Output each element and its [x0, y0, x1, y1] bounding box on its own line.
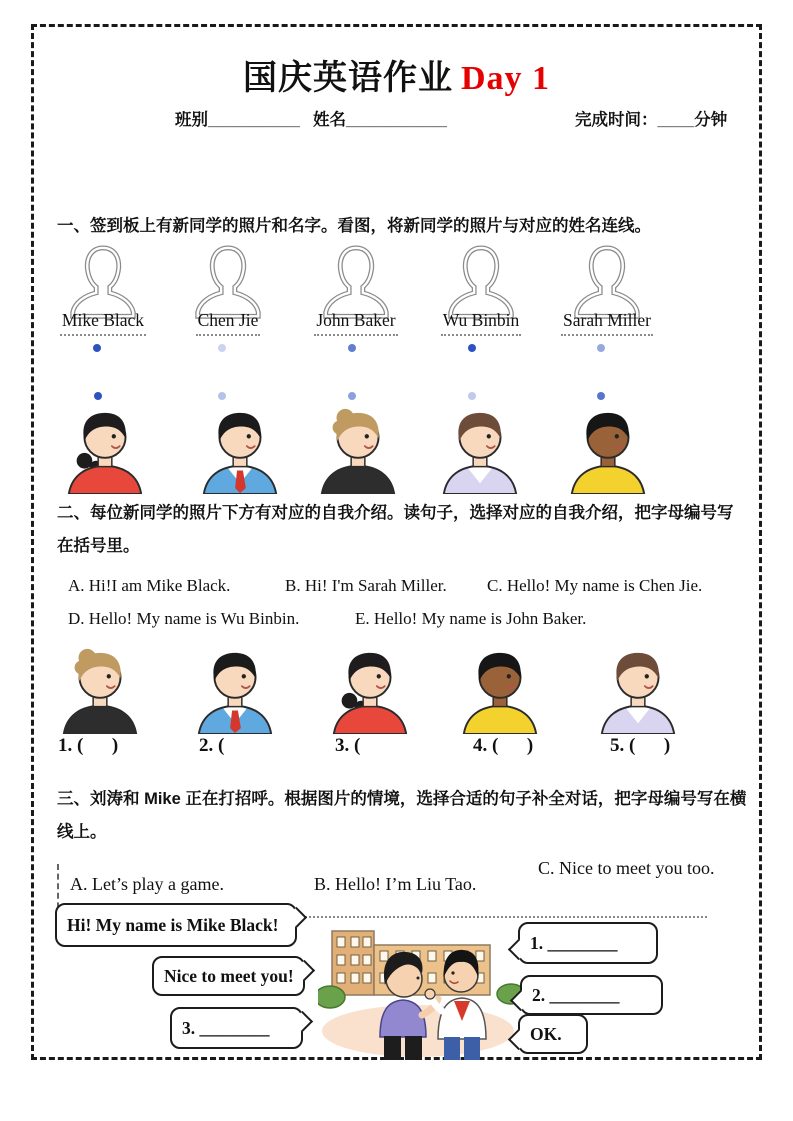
student-avatar-icon: [592, 646, 684, 734]
student-avatar-icon: [434, 406, 526, 494]
title-chinese: 国庆英语作业: [242, 59, 453, 97]
student-portrait: [59, 406, 151, 494]
section2-heading: 二、每位新同学的照片下方有对应的自我介绍。读句子，选择对应的自我介绍，把字母编号写在括号里。: [57, 504, 734, 555]
student-portrait: [592, 646, 684, 734]
speech-bubble-liutao-3: OK.: [518, 1014, 588, 1054]
student-avatar-icon: [54, 646, 146, 734]
student-name-label: Chen Jie: [163, 310, 293, 336]
answer-blank-2: 2. (: [199, 735, 225, 756]
section1-heading: 一、签到板上有新同学的照片和名字。看图，将新同学的照片与对应的姓名连线。: [57, 217, 651, 235]
page-title: [0, 50, 793, 99]
connect-dot: [468, 392, 476, 400]
connect-dot: [93, 344, 101, 352]
connect-dot: [218, 392, 226, 400]
student-portrait: [562, 406, 654, 494]
student-avatar-icon: [324, 646, 416, 734]
name-blank-field: 姓名___________: [313, 111, 447, 129]
answer-blank-5: 5. ( ): [610, 735, 671, 756]
connect-dot: [94, 392, 102, 400]
answer-blank-4: 4. ( ): [473, 735, 534, 756]
student-avatar-icon: [312, 406, 404, 494]
connect-dot: [468, 344, 476, 352]
student-avatar-icon: [454, 646, 546, 734]
student-portrait: [54, 646, 146, 734]
connect-dot: [597, 392, 605, 400]
option-a: A. Hi!I am Mike Black.: [68, 576, 231, 595]
class-blank-field: 班别__________: [175, 111, 300, 129]
answer-blank-1: 1. ( ): [58, 735, 119, 756]
student-name-label: Mike Black: [38, 310, 168, 336]
connect-dot: [218, 344, 226, 352]
student-name-label: Wu Binbin: [416, 310, 546, 336]
dialog-option-b: B. Hello! I’m Liu Tao.: [314, 874, 477, 894]
speech-bubble-mike-3: 3. ________: [170, 1007, 303, 1049]
speech-bubble-liutao-2: 2. ________: [520, 975, 663, 1015]
option-d: D. Hello! My name is Wu Binbin.: [68, 609, 300, 628]
dialog-option-c: C. Nice to meet you too.: [538, 858, 715, 878]
scene-svg: [318, 893, 523, 1060]
student-portrait: [312, 406, 404, 494]
option-e: E. Hello! My name is John Baker.: [355, 609, 587, 628]
student-avatar-icon: [194, 406, 286, 494]
section3-heading: 三、刘涛和 Mike 正在打招呼。根据图片的情境，选择合适的句子补全对话，把字母编号写在横线上。: [57, 790, 747, 841]
option-c: C. Hello! My name is Chen Jie.: [487, 576, 703, 595]
student-portrait: [189, 646, 281, 734]
speech-bubble-liutao-1: 1. ________: [518, 922, 658, 964]
option-b: B. Hi! I'm Sarah Miller.: [285, 576, 447, 595]
title-day: Day 1: [460, 60, 551, 97]
student-portrait: [454, 646, 546, 734]
answer-blank-3: 3. (: [335, 735, 361, 756]
dialog-option-a: A. Let’s play a game.: [70, 874, 224, 894]
student-name-label: John Baker: [291, 310, 421, 336]
connect-dot: [348, 392, 356, 400]
connect-dot: [597, 344, 605, 352]
student-portrait: [324, 646, 416, 734]
student-avatar-icon: [59, 406, 151, 494]
student-portrait: [194, 406, 286, 494]
greeting-scene-illustration: [318, 893, 523, 1065]
student-avatar-icon: [562, 406, 654, 494]
student-name-label: Sarah Miller: [542, 310, 672, 336]
speech-bubble-mike-2: Nice to meet you!: [152, 956, 305, 996]
speech-bubble-mike-1: Hi! My name is Mike Black!: [55, 903, 297, 947]
student-portrait: [434, 406, 526, 494]
time-blank-field: 完成时间：____分钟: [575, 111, 728, 129]
student-avatar-icon: [189, 646, 281, 734]
connect-dot: [348, 344, 356, 352]
